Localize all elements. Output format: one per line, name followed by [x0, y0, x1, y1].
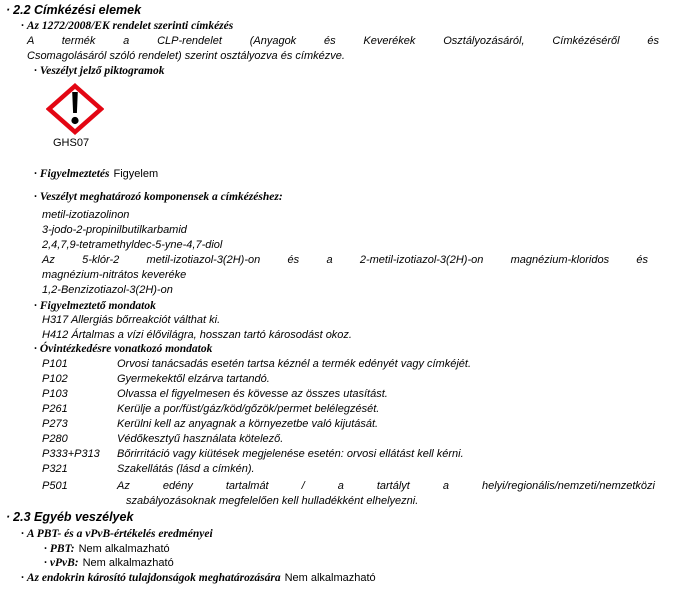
precaution-row — [42, 402, 379, 417]
pbt-assessment-label — [21, 527, 213, 542]
precaution-text: Kerülje a por/füst/gáz/köd/gőzök/permet belélegzését. — [117, 403, 380, 415]
precautionary-label — [34, 342, 212, 357]
bullet: · — [21, 528, 24, 540]
precaution-code: P273 — [42, 418, 68, 430]
precaution-continuation — [126, 494, 418, 509]
bullet: · — [34, 343, 37, 355]
component-line — [42, 208, 129, 223]
component-line — [42, 268, 186, 283]
components-label-text: Veszélyt meghatározó komponensek a címkézéshez: — [39, 191, 283, 203]
component-line — [42, 238, 222, 253]
labelling-regulation-text: Az 1272/2008/EK rendelet szerinti címkézés — [26, 20, 234, 32]
precaution-code: P501 — [42, 480, 68, 492]
bullet: · — [34, 168, 37, 180]
precaution-text: Az edény tartalmát / a tartályt a helyi/regionális/nemzeti/nemzetközi — [117, 480, 655, 492]
hazard-statements-label-text: Figyelmeztető mondatok — [39, 300, 156, 312]
clp-paragraph-line2-text: Csomagolásáról szóló rendelet) szerint osztályozva és címkézve. — [27, 50, 345, 62]
hazard-statement-text: H317 Allergiás bőrreakciót válthat ki. — [42, 314, 221, 326]
precaution-row — [42, 387, 388, 402]
bullet: · — [44, 557, 47, 569]
clp-paragraph-line1-text: A termék a CLP-rendelet (Anyagok és Keverékek Osztályozásáról, Címkézéséről és — [27, 35, 659, 47]
precaution-row — [42, 432, 283, 447]
precaution-text: Kerülni kell az anyagnak a környezetbe való kijutását. — [117, 418, 379, 430]
hazard-statement — [42, 328, 352, 343]
precaution-code: P321 — [42, 463, 68, 475]
pictogram-code-label — [53, 136, 89, 151]
precaution-row — [42, 357, 471, 372]
ghs07-pictogram — [46, 83, 104, 135]
hazard-statements-label — [34, 299, 156, 314]
bullet: · — [34, 300, 37, 312]
endocrine-row — [21, 571, 376, 586]
precaution-row — [42, 479, 655, 494]
signal-word-line — [34, 167, 158, 182]
precaution-code: P261 — [42, 403, 68, 415]
precaution-text: Védőkesztyű használata kötelező. — [117, 433, 284, 445]
component-line — [42, 223, 187, 238]
vpvb-label: vPvB: — [49, 557, 79, 569]
pbt-row — [44, 542, 170, 557]
vpvb-value: Nem alkalmazható — [82, 557, 174, 569]
component-line — [42, 283, 173, 298]
precaution-code: P102 — [42, 373, 68, 385]
pbt-value: Nem alkalmazható — [78, 543, 170, 555]
ghs07-pictogram-icon — [46, 83, 104, 135]
hazard-statement — [42, 313, 220, 328]
precaution-row — [42, 372, 270, 387]
precaution-row — [42, 462, 255, 477]
pictogram-code-text: GHS07 — [53, 137, 90, 149]
pictograms-label-text: Veszélyt jelző piktogramok — [39, 65, 165, 77]
precaution-text: Olvassa el figyelmesen és kövesse az összes utasítást. — [117, 388, 388, 400]
bullet: · — [34, 65, 37, 77]
precaution-row — [42, 447, 464, 462]
precaution-code: P333+P313 — [42, 448, 100, 460]
endocrine-label: Az endokrin károsító tulajdonságok meghatározására — [26, 572, 281, 584]
clp-paragraph-line1 — [27, 34, 659, 49]
bullet: · — [44, 543, 47, 555]
section-2-3-heading — [6, 510, 133, 525]
pictograms-label — [34, 64, 164, 79]
clp-paragraph-line2 — [27, 49, 345, 64]
component-text: 1,2-Benzizotiazol-3(2H)-on — [42, 284, 173, 296]
bullet: · — [21, 572, 24, 584]
section-2-2-heading-text: 2.2 Címkézési elemek — [13, 3, 142, 17]
bullet: · — [6, 510, 11, 524]
components-label — [34, 190, 283, 205]
component-line — [42, 253, 648, 268]
component-text: Az 5-klór-2 metil-izotiazol-3(2H)-on és a 2-metil-izotiazol-3(2H)-on magnézium-kloridos és — [42, 254, 648, 266]
bullet: · — [21, 20, 24, 32]
component-text: 2,4,7,9-tetramethyldec-5-yne-4,7-diol — [42, 239, 223, 251]
precaution-code: P101 — [42, 358, 68, 370]
section-2-3-heading-text: 2.3 Egyéb veszélyek — [13, 510, 134, 524]
pbt-assessment-label-text: A PBT- és a vPvB-értékelés eredményei — [26, 528, 213, 540]
bullet: · — [34, 191, 37, 203]
precautionary-label-text: Óvintézkedésre vonatkozó mondatok — [39, 343, 213, 355]
component-text: metil-izotiazolinon — [42, 209, 130, 221]
precaution-row — [42, 417, 378, 432]
precaution-continuation-text: szabályozásoknak megfelelően kell hulladékként elhelyezni. — [126, 495, 419, 507]
precaution-text: Gyermekektől elzárva tartandó. — [117, 373, 270, 385]
signal-word-label: Figyelmeztetés — [39, 168, 110, 180]
precaution-code: P280 — [42, 433, 68, 445]
section-2-2-heading — [6, 3, 141, 18]
hazard-statement-text: H412 Ártalmas a vízi élővilágra, hosszan tartó károsodást okoz. — [42, 329, 352, 341]
precaution-code: P103 — [42, 388, 68, 400]
signal-word-value: Figyelem — [113, 168, 159, 180]
precaution-text: Szakellátás (lásd a címkén). — [117, 463, 255, 475]
precaution-text: Bőrirritáció vagy kiütések megjelenése esetén: orvosi ellátást kell kérni. — [117, 448, 464, 460]
bullet: · — [6, 3, 11, 17]
component-text: 3-jodo-2-propinilbutilkarbamid — [42, 224, 187, 236]
precaution-text: Orvosi tanácsadás esetén tartsa kéznél a termék edényét vagy címkéjét. — [117, 358, 472, 370]
endocrine-value: Nem alkalmazható — [284, 572, 376, 584]
pbt-label: PBT: — [49, 543, 75, 555]
vpvb-row — [44, 556, 174, 571]
labelling-regulation-label — [21, 19, 233, 34]
component-text: magnézium-nitrátos keveréke — [42, 269, 187, 281]
